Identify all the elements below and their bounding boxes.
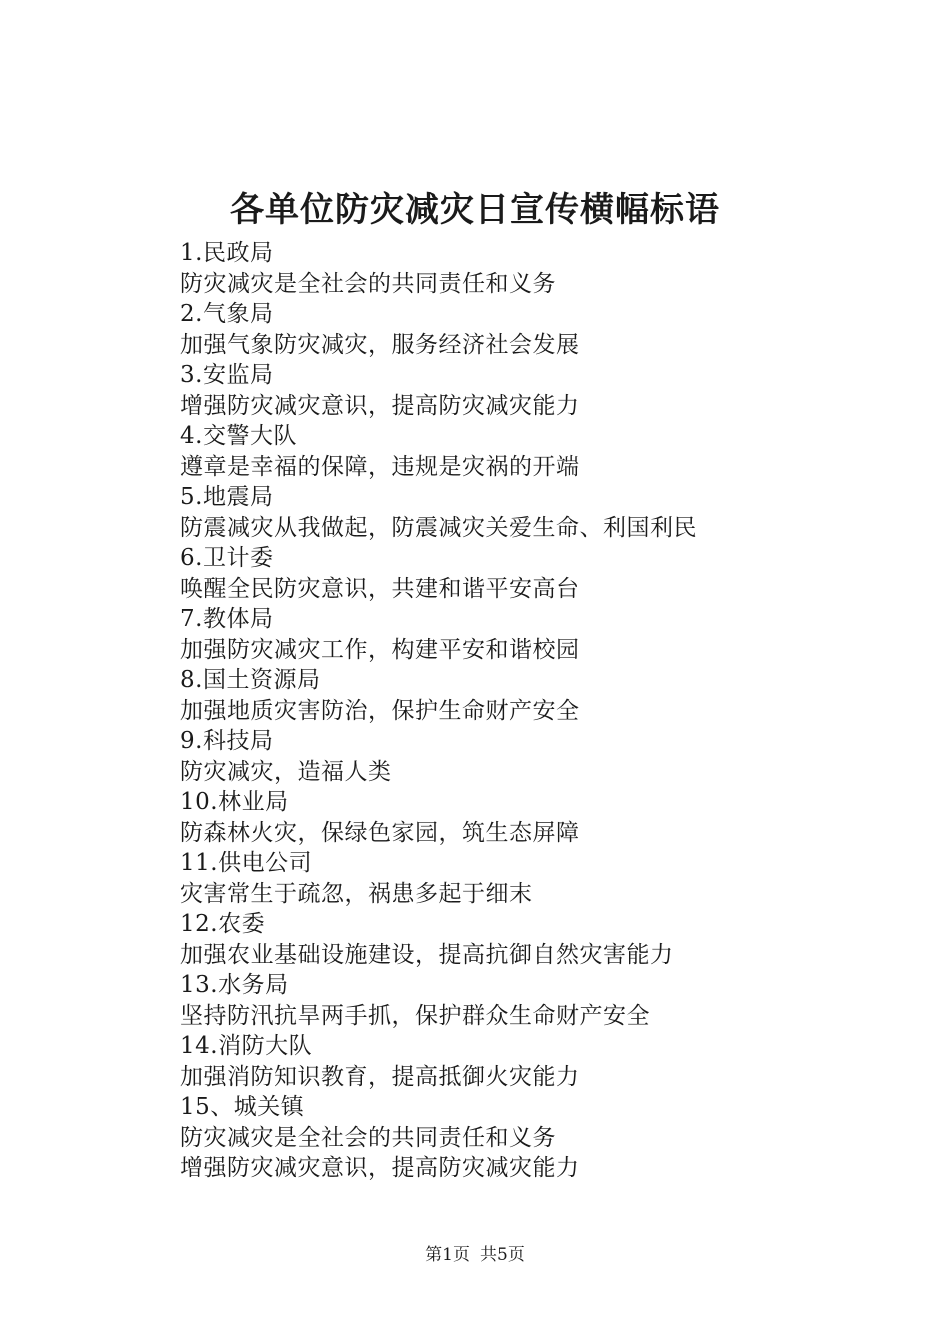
unit-name: 11.供电公司 bbox=[180, 850, 313, 876]
slogan-text: 灾害常生于疏忽，祸患多起于细末 bbox=[180, 880, 533, 907]
unit-name: 5.地震局 bbox=[180, 484, 274, 510]
unit-name: 10.林业局 bbox=[180, 789, 289, 815]
slogan-text: 加强地质灾害防治，保护生命财产安全 bbox=[180, 697, 580, 724]
unit-name: 3.安监局 bbox=[180, 362, 274, 388]
slogan-text: 遵章是幸福的保障，违规是灾祸的开端 bbox=[180, 453, 580, 480]
unit-name: 2.气象局 bbox=[180, 301, 274, 327]
slogan-text: 加强消防知识教育，提高抵御火灾能力 bbox=[180, 1063, 580, 1090]
unit-name: 4.交警大队 bbox=[180, 423, 297, 449]
slogan-text: 防灾减灾是全社会的共同责任和义务 bbox=[180, 1124, 556, 1151]
unit-name: 1.民政局 bbox=[180, 240, 274, 266]
page-footer bbox=[0, 1243, 950, 1267]
slogan-text: 唤醒全民防灾意识，共建和谐平安高台 bbox=[180, 575, 580, 602]
slogan-text: 坚持防汛抗旱两手抓，保护群众生命财产安全 bbox=[180, 1002, 650, 1029]
slogan-text: 防灾减灾，造福人类 bbox=[180, 758, 392, 785]
total-pages: 共5页 bbox=[480, 1245, 525, 1265]
page-title: 各单位防灾减灾日宣传横幅标语 bbox=[230, 190, 720, 230]
slogan-text: 增强防灾减灾意识，提高防灾减灾能力 bbox=[180, 1155, 580, 1181]
slogan-text: 增强防灾减灾意识，提高防灾减灾能力 bbox=[180, 392, 580, 419]
slogan-list bbox=[180, 238, 900, 1184]
slogan-text: 加强防灾减灾工作，构建平安和谐校园 bbox=[180, 636, 580, 663]
slogan-text: 加强农业基础设施建设，提高抗御自然灾害能力 bbox=[180, 941, 674, 968]
unit-name: 8.国土资源局 bbox=[180, 667, 321, 693]
unit-name: 13.水务局 bbox=[180, 972, 289, 998]
unit-name: 9.科技局 bbox=[180, 728, 274, 754]
unit-name: 12.农委 bbox=[180, 911, 266, 937]
unit-name: 14.消防大队 bbox=[180, 1033, 313, 1059]
unit-name: 7.教体局 bbox=[180, 606, 274, 632]
slogan-text: 防震减灾从我做起，防震减灾关爱生命、利国利民 bbox=[180, 514, 697, 541]
slogan-text: 加强气象防灾减灾，服务经济社会发展 bbox=[180, 331, 580, 358]
unit-name: 15、城关镇 bbox=[180, 1094, 305, 1120]
page-indicator: 第1页 bbox=[425, 1245, 470, 1265]
slogan-text: 防森林火灾，保绿色家园，筑生态屏障 bbox=[180, 819, 580, 846]
unit-name: 6.卫计委 bbox=[180, 545, 274, 571]
slogan-text: 防灾减灾是全社会的共同责任和义务 bbox=[180, 270, 556, 297]
